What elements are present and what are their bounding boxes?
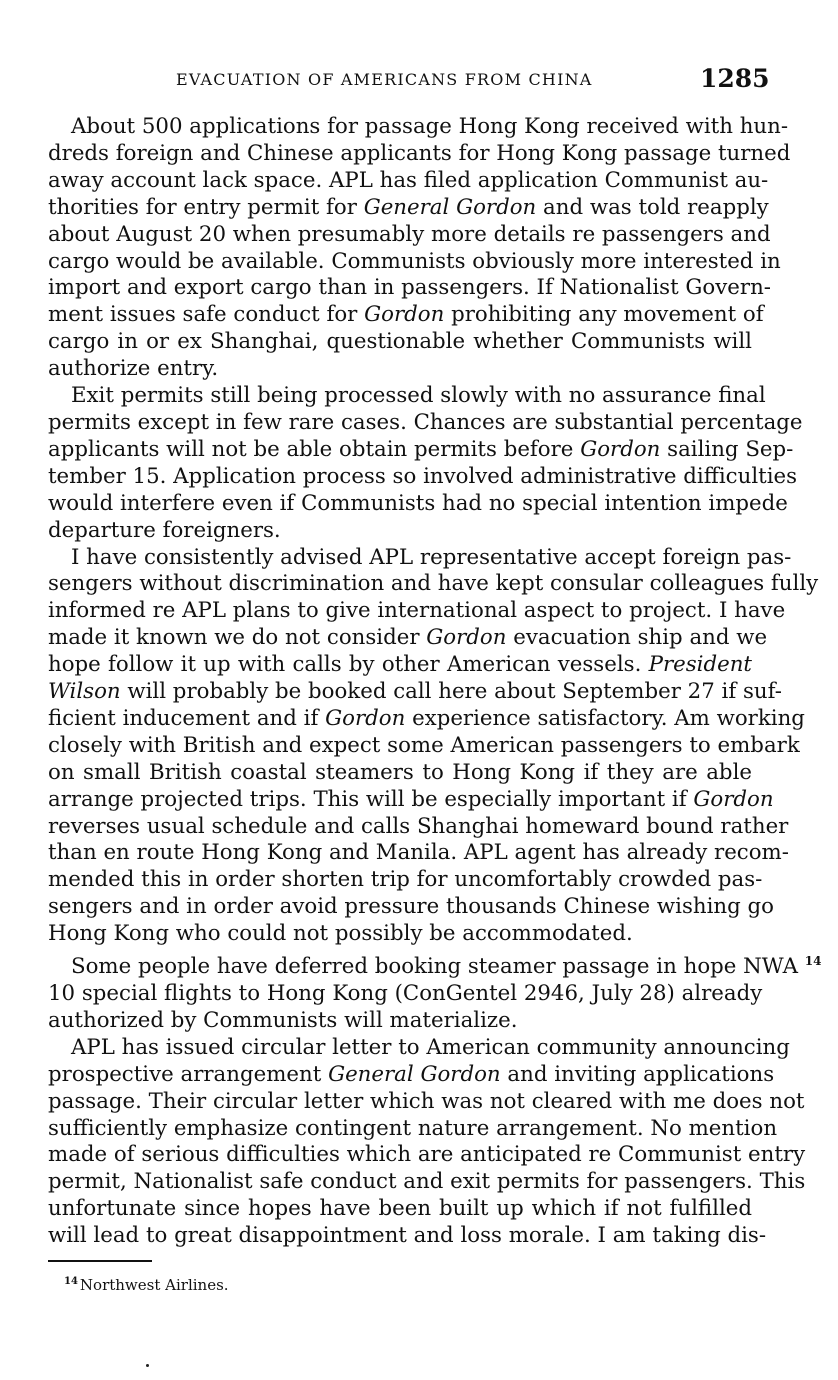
italic-text: Gordon [580,436,661,462]
text-segment: experience satisfactory. Am working [405,705,805,731]
text-segment: about August 20 when presumably more details re passengers and [48,221,771,247]
text-line [48,1169,806,1196]
text-segment: will probably be booked call here about September 27 if suf- [120,679,782,705]
text-segment: reverses usual schedule and calls Shanghai homeward bound rather [48,813,789,839]
text-line [48,921,752,948]
text-segment: 10 special flights to Hong Kong (ConGentel 2946, July 28) already [48,981,763,1006]
text-line [48,383,766,410]
text-segment: thorities for entry permit for [48,194,364,220]
footnote-divider [48,1260,152,1262]
text-segment: made of serious difficulties which are anticipated re Communist entry [48,1142,806,1168]
footnote-text: Northwest Airlines. [79,1276,229,1294]
text-line [48,598,786,625]
text-line [48,894,774,921]
text-line [48,409,803,437]
text-segment: sailing Sep- [660,436,794,462]
text-segment: unfortunate since hopes have been built up which if not fulfilled [48,1196,752,1222]
text-line [48,1196,752,1223]
paragraph [48,948,822,1035]
text-segment: import and export cargo than in passengers. If Nationalist Govern- [48,275,771,301]
text-line [48,1034,790,1062]
text-segment: I have consistently advised APL representative accept foreign pas- [71,544,792,570]
text-segment: departure foreigners. [48,517,281,543]
text-line [48,1008,752,1035]
footnote-marker: 14 [64,1276,78,1287]
text-line [48,1088,805,1116]
text-line [48,114,789,141]
italic-text: Gordon [426,625,507,651]
text-line [48,194,769,222]
text-segment: sufficiently emphasize contingent nature arrangement. No mention [48,1115,778,1141]
text-segment: and was told reapply [536,194,769,220]
text-segment: authorize entry. [48,356,219,382]
text-segment: informed re APL plans to give international aspect to project. I have [48,598,786,624]
text-line [48,705,805,733]
text-line [48,356,752,383]
text-segment: passage. Their circular letter which was not cleared with me does not [48,1088,805,1114]
text-segment: prospective arrangement [48,1061,329,1087]
italic-text: Gordon [325,705,406,731]
text-line [48,1223,767,1250]
text-segment: Some people have deferred booking steamer passage in hope NWA [71,954,805,980]
text-line [48,571,819,598]
text-segment: on small British coastal steamers to Hong Kong if they are able [48,759,752,785]
italic-text: Wilson [48,679,121,705]
text-segment: prohibiting any movement of [444,302,764,328]
text-segment: tember 15. Application process so involved administrative difficulties [48,463,798,489]
text-segment: away account lack space. APL has filed application Communist au- [48,167,769,193]
italic-text: General Gordon [328,1061,501,1087]
text-line [48,248,781,276]
page-header [0,64,838,96]
text-line [48,140,791,168]
text-line [48,867,763,894]
text-line [48,1142,806,1169]
text-segment: permit, Nationalist safe conduct and exit permits for passengers. This [48,1169,806,1195]
paragraph [48,544,819,949]
page-speck [146,1364,149,1367]
italic-text: Gordon [693,786,774,812]
text-line [48,221,771,249]
italic-text: General Gordon [363,194,537,220]
text-segment: authorized by Communists will materialize. [48,1007,518,1033]
paragraph [48,114,791,383]
paragraph [48,383,803,544]
text-segment: ficient inducement and if [48,705,326,731]
text-segment: ment issues safe conduct for [48,302,365,328]
text-segment: arrange projected trips. This will be especially important if [48,786,694,812]
text-segment: will lead to great disappointment and loss morale. I am taking dis- [48,1223,767,1249]
text-line [48,981,763,1008]
paragraph [48,1034,806,1250]
text-segment: Exit permits still being processed slowly with no assurance final [71,383,766,409]
text-line [48,302,764,329]
text-segment: sengers and in order avoid pressure thousands Chinese wishing go [48,894,774,920]
footnote [64,1276,229,1294]
text-line [48,786,774,814]
text-line [48,544,792,572]
text-segment: applicants will not be able obtain permits before [48,436,581,462]
text-segment: Hong Kong who could not possibly be accommodated. [48,921,633,947]
footnote-reference: 14 [804,954,822,969]
text-line [48,1061,775,1089]
text-segment: and inviting applications [500,1061,775,1087]
running-head: EVACUATION OF AMERICANS FROM CHINA [176,70,593,89]
text-line [48,463,798,491]
text-line [48,732,800,760]
text-segment: than en route Hong Kong and Manila. APL agent has already recom- [48,840,789,866]
text-segment: made it known we do not consider [48,625,427,651]
text-line [48,275,771,302]
page-number: 1285 [700,64,770,93]
text-line [48,490,788,518]
text-segment: would interfere even if Communists had no special intention impede [48,490,788,516]
text-segment: evacuation ship and we [506,625,768,651]
text-line [48,436,794,464]
text-segment: hope follow it up with calls by other American vessels. [48,652,649,678]
text-line [48,329,752,356]
text-segment: cargo in or ex Shanghai, questionable whether Communists will [48,329,752,355]
text-line [48,518,752,545]
body-text [48,114,822,1250]
text-line [48,760,752,787]
italic-text: Gordon [364,302,445,328]
italic-text: President [648,652,752,678]
text-line [48,167,769,195]
text-segment: mended this in order shorten trip for uncomfortably crowded pas- [48,867,763,893]
text-line [48,625,768,652]
text-line [48,840,789,867]
text-segment: About 500 applications for passage Hong Kong received with hun- [71,114,789,139]
text-segment: closely with British and expect some American passengers to embark [48,732,800,758]
text-segment: cargo would be available. Communists obviously more interested in [48,248,781,274]
text-line [48,679,782,706]
text-line [48,948,822,981]
text-line [48,1115,778,1143]
text-segment: APL has issued circular letter to American community announcing [71,1034,790,1060]
text-line [48,652,752,679]
text-line [48,813,789,841]
text-segment: permits except in few rare cases. Chances are substantial percentage [48,409,803,435]
text-segment: dreds foreign and Chinese applicants for Hong Kong passage turned [48,140,791,166]
text-segment: sengers without discrimination and have kept consular colleagues fully [48,571,819,597]
